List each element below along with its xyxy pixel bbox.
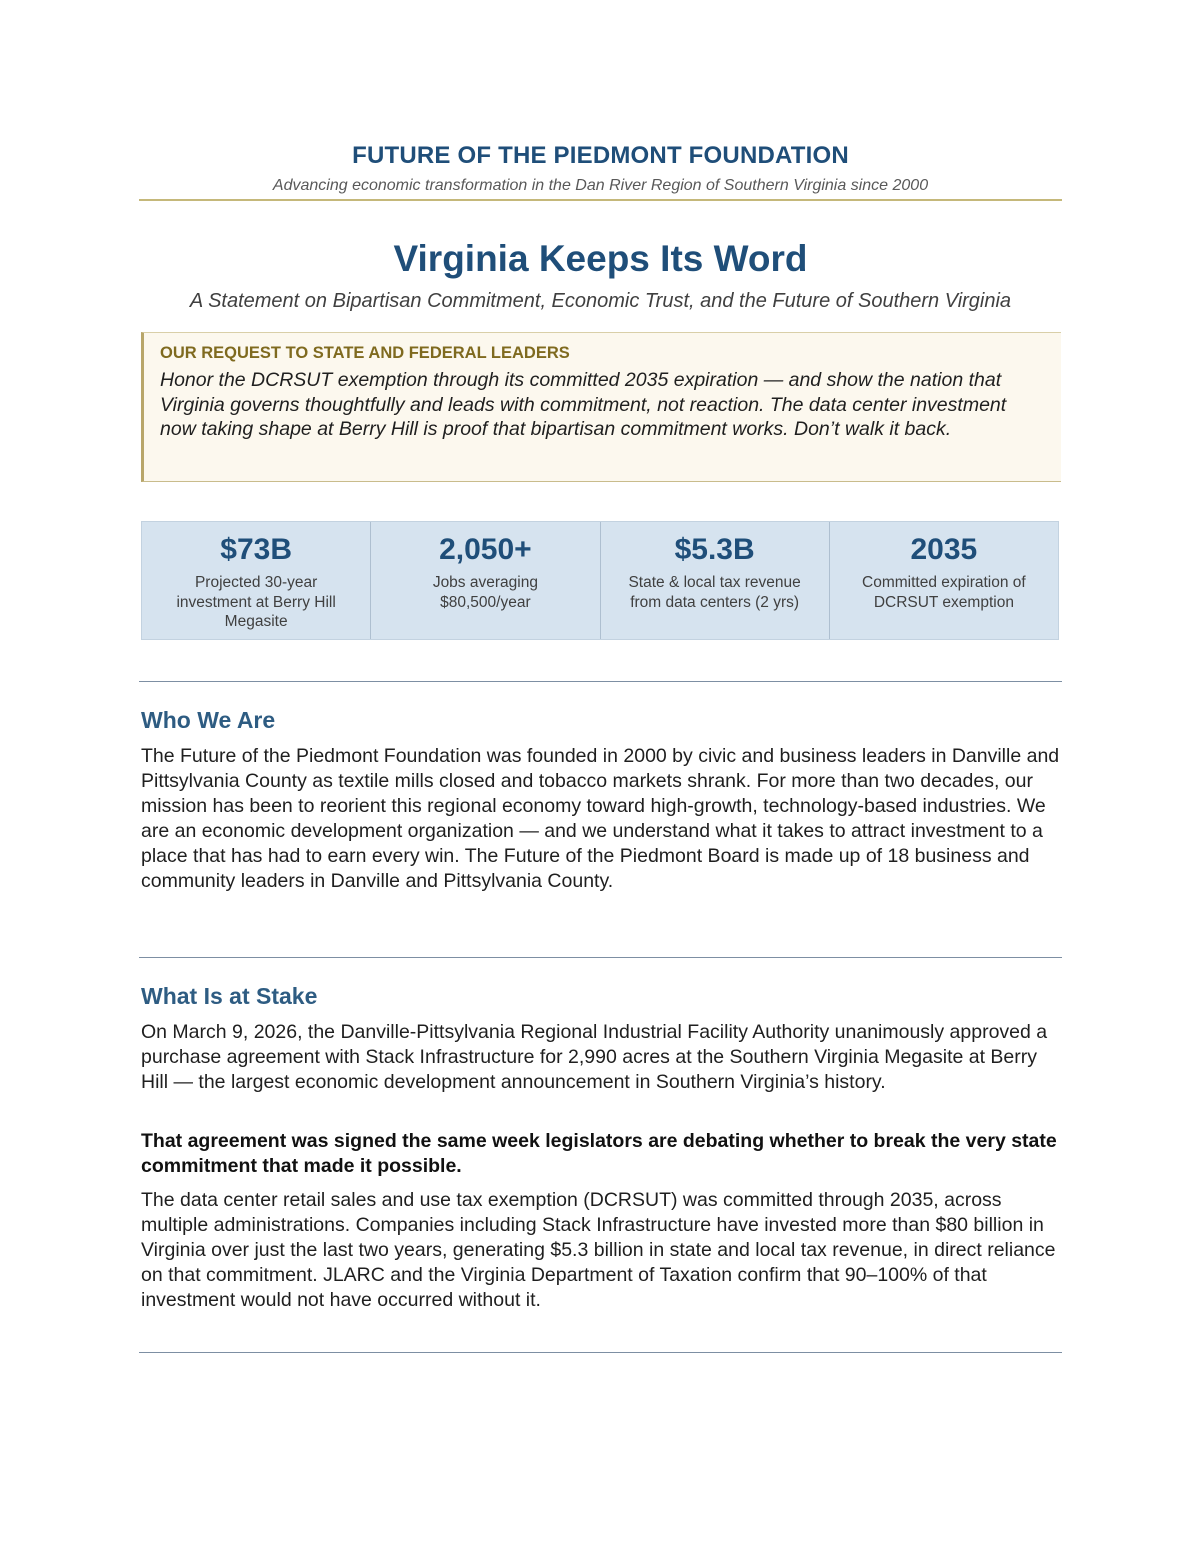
section-divider <box>139 957 1062 958</box>
stat-label: Committed expiration of DCRSUT exemption <box>862 574 1026 611</box>
stake-paragraph-1: On March 9, 2026, the Danville-Pittsylvania Regional Industrial Facility Authority unanimously approved a purchase agreement with Stack Infrastructure for 2,990 acres at the Southern Virginia Megasite at Berry Hill — the largest economic development announcement in Southern Virginia’s history. <box>141 1021 1048 1093</box>
section-divider <box>139 1352 1062 1353</box>
key-stats-panel <box>141 521 1059 640</box>
stake-emphasis: That agreement was signed the same week legislators are debating whether to break the very state commitment that made it possible. <box>141 1130 1057 1177</box>
stat-value: $73B <box>220 533 292 566</box>
stat-label: State & local tax revenue from data centers (2 yrs) <box>628 574 801 611</box>
document-title: Virginia Keeps Its Word <box>393 238 808 279</box>
stat-value: $5.3B <box>674 533 755 566</box>
callout-body: Honor the DCRSUT exemption through its committed 2035 expiration — and show the nation that Virginia governs thoughtfully and leads with commitment, not reaction. The data center investment now taking shape at Berry Hill is proof that bipartisan commitment works. Don’t walk it back. <box>160 369 1007 441</box>
section-heading-who-we-are: Who We Are <box>141 707 276 733</box>
stat-expiration <box>830 522 1058 639</box>
stake-paragraph-2: The data center retail sales and use tax exemption (DCRSUT) was committed through 2035, across multiple administrations. Companies including Stack Infrastructure have invested more than $80 billion in Virginia over just the last two years, generating $5.3 billion in state and local tax revenue, in direct reliance on that commitment. JLARC and the Virginia Department of Taxation confirm that 90–100% of that investment would not have occurred without it. <box>141 1189 1056 1311</box>
section-heading-what-is-at-stake: What Is at Stake <box>141 983 318 1009</box>
organization-name: FUTURE OF THE PIEDMONT FOUNDATION <box>352 142 849 169</box>
stat-label: Jobs averaging $80,500/year <box>432 574 538 611</box>
section-divider <box>139 681 1062 682</box>
stat-label: Projected 30-year investment at Berry Hill Megasite <box>176 574 336 630</box>
stat-jobs <box>371 522 600 639</box>
stat-value: 2035 <box>910 533 978 566</box>
header-divider <box>139 199 1062 201</box>
callout-heading: OUR REQUEST TO STATE AND FEDERAL LEADERS <box>160 344 570 362</box>
stat-value: 2,050+ <box>439 533 532 566</box>
who-we-are-paragraph: The Future of the Piedmont Foundation was founded in 2000 by civic and business leaders in Danville and Pittsylvania County as textile mills closed and tobacco markets shrank. For more than two decades, our mission has been to reorient this regional economy toward high-growth, technology-based industries. We are an economic development organization — and we understand what it takes to attract investment to a place that has had to earn every win. The Future of the Piedmont Board is made up of 18 business and community leaders in Danville and Pittsylvania County. <box>141 745 1060 892</box>
document-subtitle: A Statement on Bipartisan Commitment, Economic Trust, and the Future of Southern Virginia <box>189 290 1012 312</box>
request-callout <box>141 332 1061 482</box>
stat-tax-revenue <box>601 522 830 639</box>
stat-investment <box>142 522 371 639</box>
organization-tagline: Advancing economic transformation in the Dan River Region of Southern Virginia since 2000 <box>272 177 929 194</box>
